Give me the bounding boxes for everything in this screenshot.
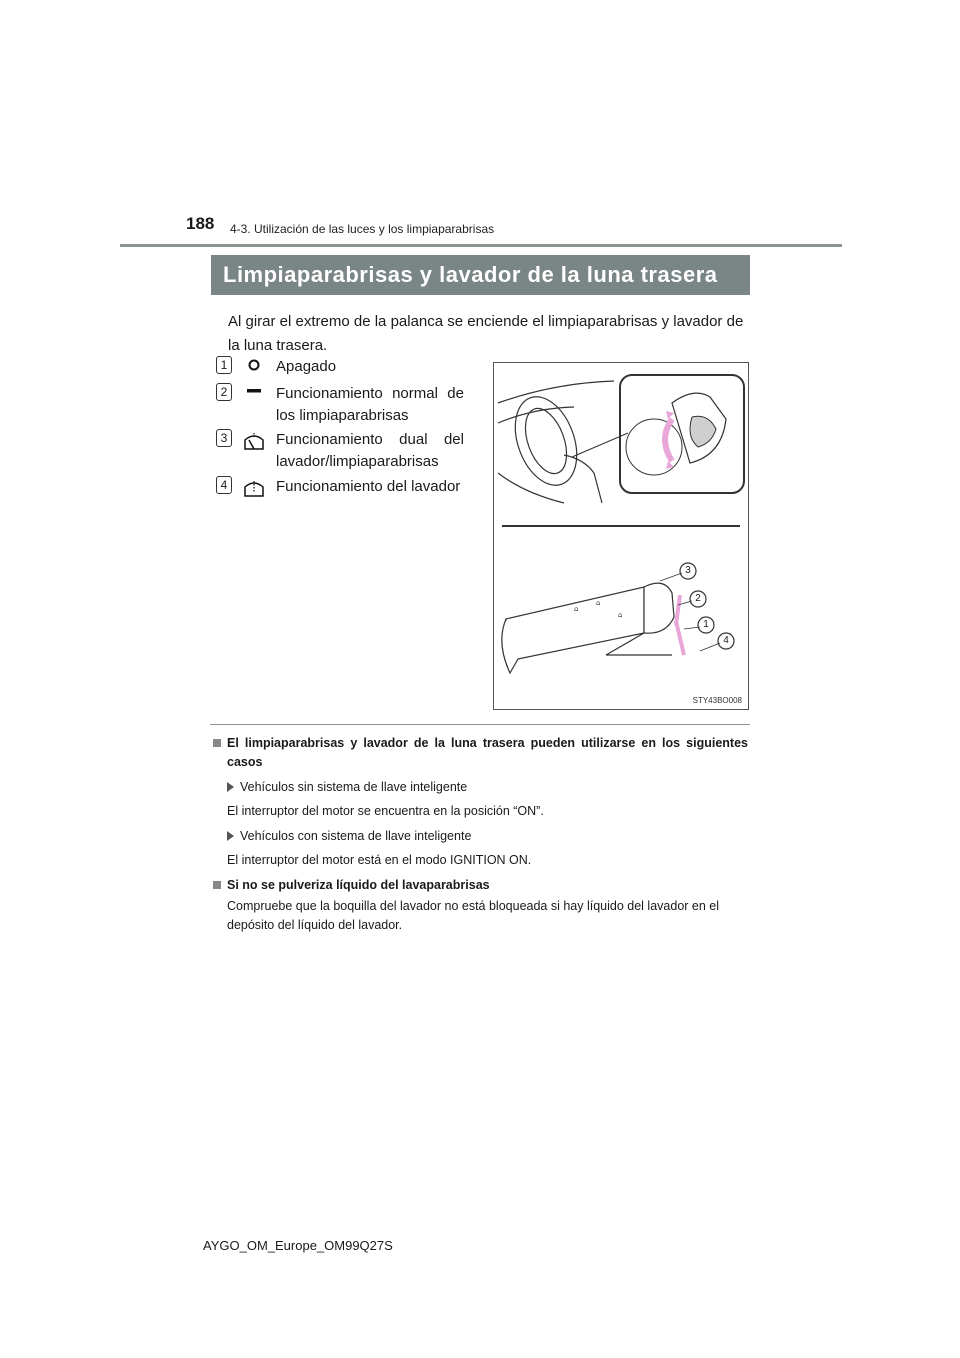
wiper-lever-illustration xyxy=(493,362,749,710)
section-title-text: Limpiaparabrisas y lavador de la luna trasera xyxy=(223,262,718,287)
footer-doc-id: AYGO_OM_Europe_OM99Q27S xyxy=(203,1238,393,1253)
triangle-bullet-icon xyxy=(227,831,234,841)
wiper-washer-icon xyxy=(232,429,276,473)
callout-2: 2 xyxy=(695,593,701,604)
notes-section xyxy=(211,734,748,935)
legend-number: 3 xyxy=(216,429,232,447)
note-heading: El limpiaparabrisas y lavador de la luna trasera pueden utilizarse en los siguientes casos xyxy=(211,734,748,772)
legend-item-normal xyxy=(216,383,464,427)
callout-4: 4 xyxy=(723,635,729,646)
section-title xyxy=(211,255,750,295)
page-number: 188 xyxy=(186,214,215,233)
callout-1: 1 xyxy=(703,619,709,630)
note-text: Compruebe que la boquilla del lavador no está bloqueada si hay líquido del lavador en el depósito del líquido del lavador. xyxy=(227,899,720,932)
header-rule xyxy=(120,244,842,247)
svg-text:⌂: ⌂ xyxy=(618,611,623,619)
lever-drawing xyxy=(494,363,748,709)
svg-text:⌂: ⌂ xyxy=(596,599,601,607)
svg-text:⌂: ⌂ xyxy=(574,605,579,613)
intro-paragraph: Al girar el extremo de la palanca se enciende el limpiaparabrisas y lavador de la luna trasera. xyxy=(228,313,744,354)
legend-label: Funcionamiento dual del lavador/limpiaparabrisas xyxy=(276,431,464,470)
off-circle-icon xyxy=(232,356,276,378)
running-header: 4-3. Utilización de las luces y los limpiaparabrisas xyxy=(230,222,495,236)
washer-icon xyxy=(232,476,276,498)
legend-item-off xyxy=(216,356,464,378)
sub-item: Vehículos sin sistema de llave inteligente xyxy=(211,778,748,797)
figure-code: STY43BO008 xyxy=(692,696,742,705)
sub-item: Vehículos con sistema de llave inteligente xyxy=(211,827,748,846)
legend-item-dual xyxy=(216,429,464,473)
notes-rule xyxy=(210,724,750,725)
legend-label: Apagado xyxy=(276,358,337,375)
legend-number: 1 xyxy=(216,356,232,374)
triangle-bullet-icon xyxy=(227,782,234,792)
legend-number: 2 xyxy=(216,383,232,401)
note-heading: Si no se pulveriza líquido del lavaparabrisas xyxy=(211,876,748,895)
legend-item-washer xyxy=(216,476,464,498)
note-text: El interruptor del motor se encuentra en la posición “ON”. xyxy=(227,804,544,818)
note-text: El interruptor del motor está en el modo IGNITION ON. xyxy=(227,853,532,867)
square-bullet-icon xyxy=(213,881,221,889)
legend-label: Funcionamiento normal de los limpiaparabrisas xyxy=(276,385,464,424)
callout-3: 3 xyxy=(685,565,691,576)
square-bullet-icon xyxy=(213,739,221,747)
legend-label: Funcionamiento del lavador xyxy=(276,478,461,495)
legend-number: 4 xyxy=(216,476,232,494)
normal-dash-icon xyxy=(232,383,276,427)
